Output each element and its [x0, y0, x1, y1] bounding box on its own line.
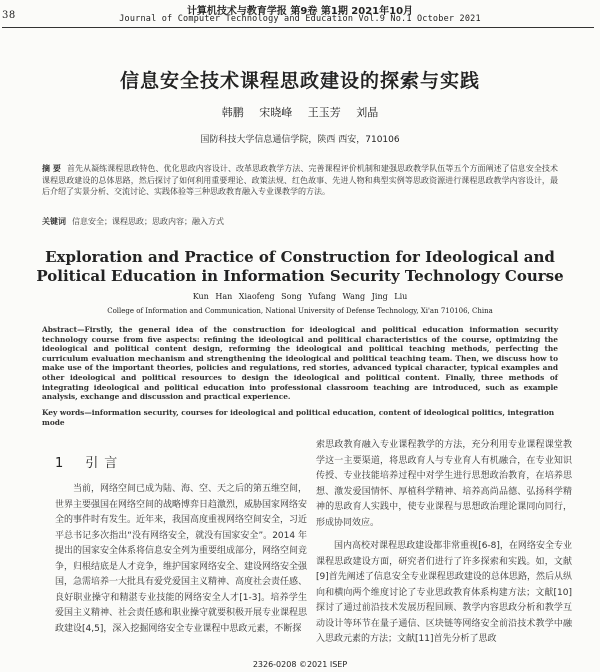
keywords-en-label: Key words—	[42, 408, 92, 417]
page-footer: 2326-0208 ©2021 ISEP	[252, 660, 348, 669]
page-number: 38	[2, 10, 16, 21]
keywords-cn-label: 关键词	[42, 217, 66, 226]
abstract-cn	[42, 163, 558, 198]
body-column-right	[316, 438, 572, 648]
authors-cn: 韩鹏 宋晓峰 王玉芳 刘晶	[221, 106, 379, 119]
abstract-cn-label: 摘 要	[42, 164, 61, 173]
abstract-cn-text: 首先从凝练课程思政特色、优化思政内容设计、改革思政教学方法、完善课程评价机制和建强思政教学队伍等五个方面阐述了信息安全技术课程思政建设的总体思路，然后探讨了如何利用重要理论、政策法规、红色故事、先进人物和典型实例等思政资源进行课程思政教学内容设计，最后介绍了实景分析、交流讨论、实践体验等三种思政教育融入专业课教学的方法。	[42, 164, 558, 196]
affiliation-en: College of Information and Communication, National University of Defense Technology, Xi'an 710106, China	[107, 307, 493, 315]
authors-en: Kun Han Xiaofeng Song Yufang Wang Jing Liu	[192, 292, 408, 301]
section-heading	[55, 452, 123, 471]
paper-title-cn: 信息安全技术课程思政建设的探索与实践	[119, 70, 480, 92]
abstract-en-label: Abstract—	[42, 325, 85, 334]
abstract-en-text: Firstly, the general idea of the construction for ideological and political education information security technology course from five aspects: refining the ideological and political characteristics of the course, optimizing the ideological and political content design, reforming the ideological and political teaching methods, perfecting the curriculum evaluation mechanism and strengthening the ideological and political teaching team. Then, we discuss how to make use of the important theories, policies and regulations, red stories, advanced typical character, typical examples and other ideological and political resources to design the ideological and political content. Finally, three methods of integrating ideological and political education into professional classroom teaching are introduced, such as example analysis, exchange and discussion and practical experience.	[42, 325, 558, 402]
body-paragraph: 索思政教育融入专业课程教学的方法，充分利用专业课程课堂教学这一主要渠道，将思政育人与专业育人有机融合，在专业知识传授、专业技能培养过程中对学生进行思想政治教育，在培养思想、激发爱国情怀、厚植科学精神、培养高尚品德、弘扬科学精神的思政育人实践中，使专业课程与思想政治理论课同向同行，形成协同效应。	[316, 440, 572, 528]
section-number: 1	[55, 456, 70, 471]
keywords-cn-text: 信息安全；课程思政；思政内容；融入方式	[72, 217, 224, 226]
body-paragraph: 当前，网络空间已成为陆、海、空、天之后的第五维空间，世界主要强国在网络空间的战略博弈日趋激烈，威胁国家网络安全的事件时有发生。近年来，我国高度重视网络空间安全，习近平总书记多次指出“没有网络安全，就没有国家安全”。2014 年提出的国家安全体系将信息安全列为重要组成部分，网络空间竞争，归根结底是人才竞争，维护国家网络安全、建设网络安全强国，急需培养一大批具有爱党爱国主义精神、高度社会责任感、良好职业操守和精湛专业技能的网络安全人才[1-3]。培养学生爱国主义精神、社会责任感和职业操守就要积极开展专业课程思政建设[4,5]，深入挖掘网络安全专业课程中思政元素，不断探	[55, 484, 308, 634]
header-divider	[2, 27, 594, 28]
keywords-cn	[42, 216, 558, 227]
journal-header-en: Journal of Computer Technology and Education Vol.9 No.1 October 2021	[119, 14, 481, 24]
paper-title-en	[20, 248, 580, 286]
journal-header-cn: 计算机技术与教育学报 第9卷 第1期 2021年10月	[186, 6, 414, 17]
keywords-en-text: information security, courses for ideological and political education, content of ideological politics, integration mode	[42, 408, 555, 427]
title-en-line1: Exploration and Practice of Construction for Ideological and	[45, 248, 555, 266]
affiliation-cn: 国防科技大学信息通信学院，陕西 西安，710106	[200, 135, 400, 145]
body-paragraph: 国内高校对课程思政建设都非常重视[6-8]，在网络安全专业课程思政建设方面，研究者们进行了许多探索和实践。如，文献[9]首先阐述了信息安全专业课程思政建设的总体思路，然后从纵向和横向两个维度讨论了专业思政教育体系构建方法；文献[10]探讨了通过前沿技术发展历程回顾、教学内容思政分析和教学互动设计等环节在量子通信、区块链等网络安全前沿技术教学中融入思政元素的方法；文献[11]首先分析了思政	[316, 541, 572, 644]
keywords-en	[42, 408, 558, 427]
section-title: 引言	[85, 456, 124, 471]
body-column-left	[55, 482, 307, 637]
abstract-en	[42, 325, 558, 402]
title-en-line2: Political Education in Information Security Technology Course	[36, 267, 564, 285]
